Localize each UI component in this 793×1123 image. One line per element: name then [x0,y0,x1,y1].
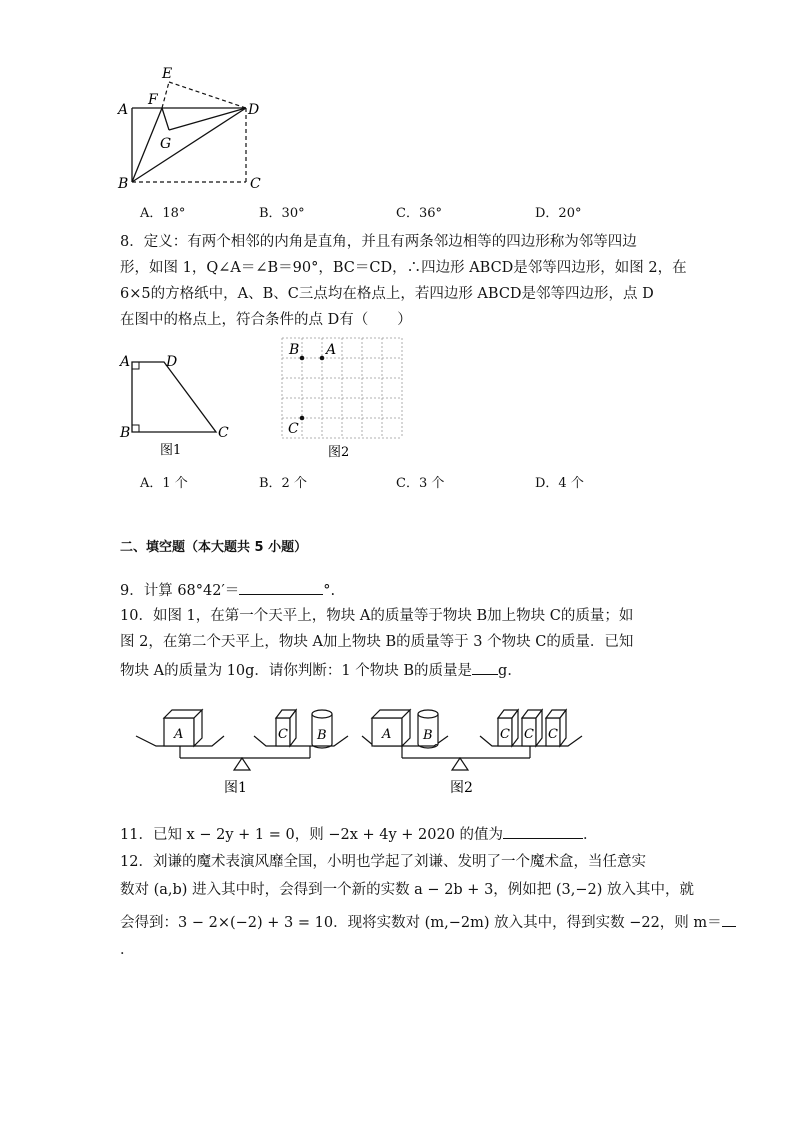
q7-option-d: D．20° [535,206,582,221]
scale-2-block-c-3 [546,710,566,746]
scale-1-label-c: C [278,727,288,742]
grid [282,338,402,438]
seg-fe [162,82,169,108]
q8-line-1: 8．定义：有两个相邻的内角是直角，并且有两条邻边相等的四边形称为邻等四边 [120,234,637,250]
q12-line-3 [120,912,736,933]
q8-line-3: 6×5的方格纸中，A、B、C三点均在格点上，若四边形 ABCD是邻等四边形，点 D [120,286,654,302]
scale-1-label-b: B [317,728,327,743]
q12-line-3-text: 会得到：3 − 2×(−2) + 3 = 10．现将实数对 (m,−2m) 放入其中，得到实数 −22，则 m＝ [120,915,722,931]
scale-2-label-c-3: C [548,727,558,742]
q9-answer-blank[interactable] [239,580,323,595]
q8-option-b: B．2 个 [259,476,307,491]
q10-line-3-suffix: g． [498,663,522,679]
quadrilateral-abcd [132,362,216,432]
q10-line-3-prefix: 物块 A的质量为 10g．请你判断：1 个物块 B的质量是 [120,663,473,679]
scale-1-block-b [312,710,332,748]
seg-bf [132,108,162,182]
scale-2-block-a [372,710,410,746]
scale-2-block-c-2 [522,710,542,746]
fig2-label-b: B [289,342,300,358]
scale-2-label-b: B [423,728,433,743]
q11-line [120,824,598,845]
fig1-caption: 图1 [160,443,182,458]
q8-option-a: A．1 个 [140,476,188,491]
q7-option-c: C．36° [396,206,442,221]
point-c [300,416,305,421]
q10-line-2: 图 2，在第二个天平上，物块 A加上物块 B的质量等于 3 个物块 C的质量．已知 [120,634,634,650]
q11-answer-blank[interactable] [503,824,583,839]
q12-answer-blank[interactable] [722,912,736,927]
scale-2-label-c-2: C [524,727,534,742]
scale-2 [362,710,582,796]
seg-ed [169,82,246,108]
section-2-title: 二、填空题（本大题共 5 小题） [120,540,308,555]
q12-line-1: 12．刘谦的魔术表演风靡全国，小明也学起了刘谦、发明了一个魔术盒，当任意实 [120,854,646,870]
label-d: D [248,102,260,118]
right-angle-a [132,362,139,369]
label-e: E [162,66,173,82]
q8-option-d: D．4 个 [535,476,584,491]
fig2-caption: 图2 [328,445,350,460]
scale-1-block-c [276,710,296,746]
label-a: A [118,102,129,118]
q10-line-1: 10．如图 1，在第一个天平上，物块 A的质量等于物块 B加上物块 C的质量；如 [120,608,634,624]
scale-2-label-a: A [382,727,392,742]
q9-line [120,580,335,601]
q12-line-4: ． [120,942,135,958]
q10-balance-figure [130,700,590,804]
fig1-label-b: B [120,425,131,441]
right-angle-b [132,425,139,432]
q8-figure-2 [280,336,410,464]
scale-2-block-c-1 [498,710,518,746]
scale-1-caption: 图1 [224,780,247,796]
q7-option-b: B．30° [259,206,305,221]
point-a [320,356,325,361]
q8-figure-1 [112,348,242,458]
fig2-label-a: A [326,342,337,358]
q8-line-2: 形，如图 1，Q∠A＝∠B＝90°，BC＝CD，∴四边形 ABCD是邻等四边形，如图 2，在 [120,260,687,276]
scale-2-block-b [418,710,438,748]
fig1-label-d: D [166,354,178,370]
q7-option-a: A．18° [140,206,186,221]
q7-figure [112,62,272,194]
seg-gd [169,108,246,130]
scale-1-label-a: A [174,727,184,742]
q12-line-2: 数对 (a,b) 进入其中时，会得到一个新的实数 a − 2b + 3，例如把 (3,−2) 放入其中，就 [120,882,695,898]
scale-2-caption: 图2 [450,780,473,796]
q11-suffix: ． [583,827,598,843]
seg-bd [132,108,246,182]
point-b [300,356,305,361]
fig1-label-a: A [120,354,131,370]
q10-line-3 [120,660,522,681]
scale-1 [136,710,348,796]
fig2-label-c: C [288,421,299,437]
q10-answer-blank[interactable] [472,660,498,675]
q8-option-c: C．3 个 [396,476,445,491]
seg-fg [162,108,169,130]
label-f: F [148,92,158,108]
q9-prefix: 9．计算 68°42′＝ [120,583,240,599]
fig1-label-c: C [218,425,229,441]
scale-1-block-a [164,710,202,746]
q11-prefix: 11．已知 x − 2y + 1 = 0，则 −2x + 4y + 2020 的值为 [120,827,504,843]
label-g: G [160,136,172,152]
scale-2-label-c-1: C [500,727,510,742]
q8-line-4: 在图中的格点上，符合条件的点 D有（ ） [120,312,412,328]
label-b: B [118,176,129,192]
label-c: C [250,176,261,192]
q9-suffix: °. [323,583,336,599]
